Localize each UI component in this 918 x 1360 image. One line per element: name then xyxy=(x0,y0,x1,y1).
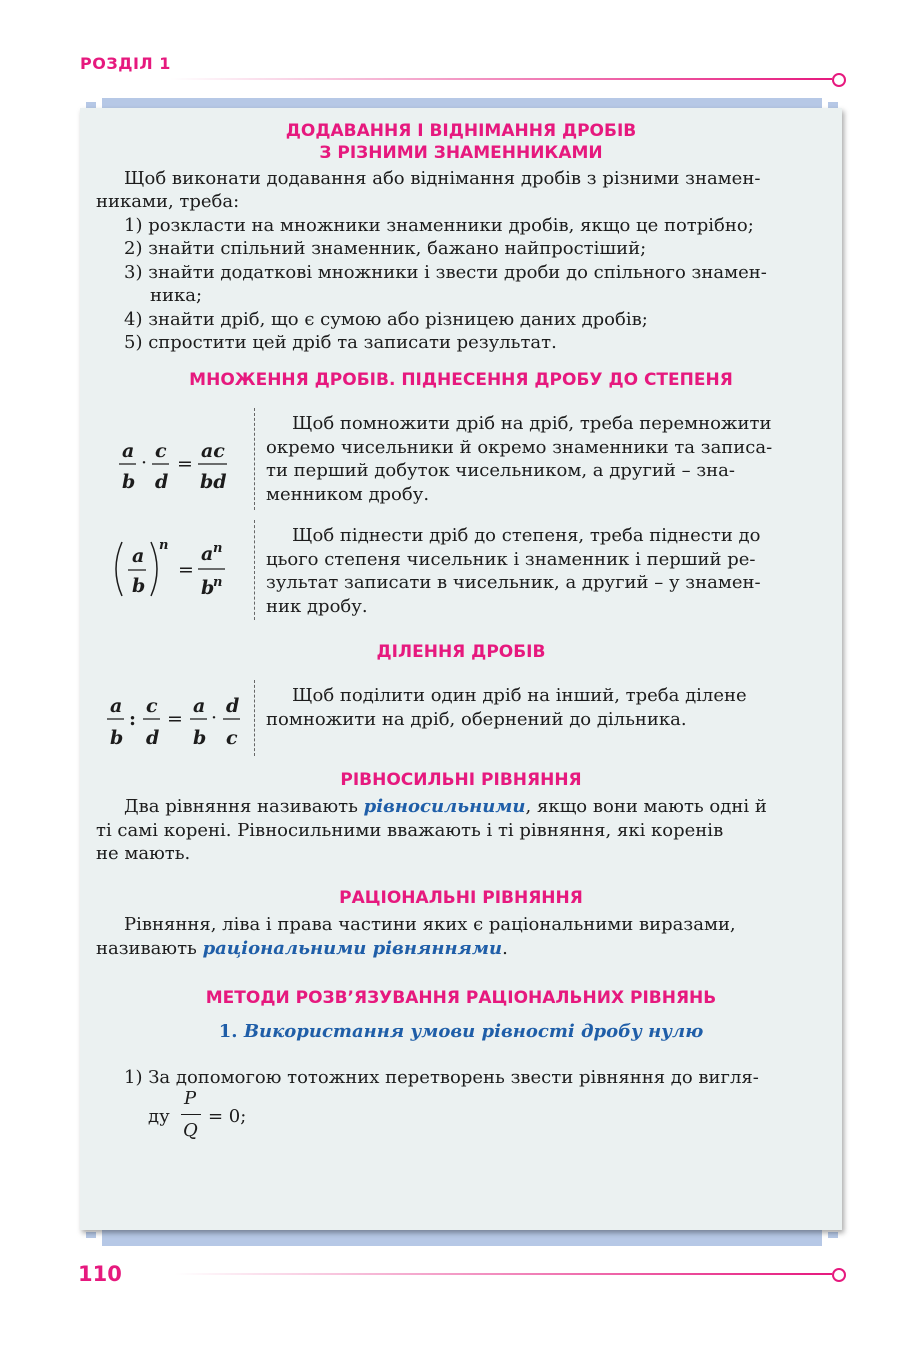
footer-rule-end-circle-icon xyxy=(832,1268,846,1282)
multiplication-rule xyxy=(266,412,820,506)
dashed-separator xyxy=(254,680,255,756)
power-b: b xyxy=(132,575,146,597)
dashed-separator xyxy=(254,408,255,510)
division-formula xyxy=(100,690,250,750)
header-rule-end-circle-icon xyxy=(832,73,846,87)
formula-eq: = xyxy=(177,453,193,475)
list-item: 1) розкласти на множники знаменники дробів, якщо це потрібно; xyxy=(124,215,754,236)
method-number: 1. xyxy=(218,1021,238,1042)
intro-line: Щоб виконати додавання або віднімання дробів з різними знамен- xyxy=(124,168,761,189)
panel-corner xyxy=(828,1232,838,1238)
definition-line: ті самі корені. Рівносильними вважають і ті рівняння, які коренів xyxy=(96,819,724,841)
step-suffix: = 0; xyxy=(208,1106,247,1127)
rule-line: ти перший добуток чисельником, а другий – зна- xyxy=(266,460,735,481)
power-rule xyxy=(266,524,820,618)
step-prefix: ду xyxy=(148,1106,170,1127)
div-b: b xyxy=(110,727,124,749)
power-den: b xyxy=(201,577,215,599)
formula-num: ac xyxy=(201,440,225,462)
definition-line: не мають. xyxy=(96,843,191,864)
div-colon: : xyxy=(129,708,137,730)
formula-a: a xyxy=(122,440,135,462)
power-exponent: n xyxy=(159,538,169,553)
div-a2: a xyxy=(193,695,206,717)
formula-den: bd xyxy=(200,471,227,493)
rule-line: ник дробу. xyxy=(266,595,368,617)
page-number: 110 xyxy=(78,1262,122,1286)
section-title-rational-equations: РАЦІОНАЛЬНІ РІВНЯННЯ xyxy=(339,888,583,908)
step-numerator: P xyxy=(184,1088,197,1109)
list-item: ника; xyxy=(150,285,203,306)
section-title-multiplication: МНОЖЕННЯ ДРОБІВ. ПІДНЕСЕННЯ ДРОБУ ДО СТЕПЕНЯ xyxy=(189,370,733,390)
formula-d: d xyxy=(155,471,169,493)
div-d: d xyxy=(146,727,160,749)
definition-line xyxy=(96,937,832,961)
method-title: Використання умови рівності дробу нулю xyxy=(243,1021,704,1042)
fraction-bar xyxy=(181,1114,201,1115)
rule-line: цього степеня чисельник і знаменник і перший ре- xyxy=(266,548,756,570)
definition-line xyxy=(96,795,832,819)
term-equivalent: рівносильними xyxy=(363,796,526,817)
list-item: 5) спростити цей дріб та записати результат. xyxy=(124,332,557,353)
div-dot: · xyxy=(211,707,218,729)
power-den-exp: n xyxy=(213,575,223,590)
dashed-separator xyxy=(254,520,255,620)
formula-c: c xyxy=(155,440,167,462)
rule-line: менником дробу. xyxy=(266,483,430,505)
section-label: РОЗДІЛ 1 xyxy=(80,54,171,73)
div-a: a xyxy=(110,695,123,717)
definition-text: , якщо вони мають одні й xyxy=(525,796,767,817)
section-title-division: ДІЛЕННЯ ДРОБІВ xyxy=(376,642,546,662)
power-a: a xyxy=(132,545,145,567)
definition-text: . xyxy=(502,937,508,959)
list-item: 4) знайти дріб, що є сумою або різницею даних дробів; xyxy=(124,309,648,330)
panel-bottom-tab xyxy=(102,1230,822,1246)
rational-equations-definition xyxy=(96,913,832,960)
div-eq: = xyxy=(167,708,183,730)
footer-rule xyxy=(175,1273,832,1275)
definition-text: називають xyxy=(96,937,203,959)
panel-top-tab xyxy=(102,98,822,108)
list-item: 3) знайти додаткові множники і звести дроби до спільного знамен- xyxy=(124,262,767,283)
section-title-equivalent-equations: РІВНОСИЛЬНІ РІВНЯННЯ xyxy=(340,770,582,790)
method-step-line: 1) За допомогою тотожних перетворень звести рівняння до вигля- xyxy=(124,1067,759,1088)
formula-dot: · xyxy=(141,452,148,474)
rule-line: Щоб піднести дріб до степеня, треба піднести до xyxy=(292,525,761,546)
rule-line: Щоб помножити дріб на дріб, треба перемножити xyxy=(292,413,772,434)
section-title-add-subtract xyxy=(80,120,842,164)
section-title-line: ДОДАВАННЯ І ВІДНІМАННЯ ДРОБІВ xyxy=(285,121,637,141)
division-rule xyxy=(266,684,820,731)
power-eq: = xyxy=(178,559,194,581)
rule-line: окремо чисельники й окремо знаменники та записа- xyxy=(266,436,773,458)
equivalent-equations-definition xyxy=(96,795,832,866)
intro-line: никами, треба: xyxy=(96,191,240,212)
definition-text: Два рівняння називають xyxy=(124,796,364,817)
definition-line: Рівняння, ліва і права частини яких є раціональними виразами, xyxy=(124,914,736,935)
method-subtitle xyxy=(80,1021,842,1042)
section-title-methods: МЕТОДИ РОЗВ’ЯЗУВАННЯ РАЦІОНАЛЬНИХ РІВНЯНЬ xyxy=(205,988,717,1008)
rule-line: Щоб поділити один дріб на інший, треба ділене xyxy=(292,685,747,706)
power-num-exp: n xyxy=(213,541,223,556)
header-rule xyxy=(170,78,832,80)
panel-corner xyxy=(86,1232,96,1238)
formula-b: b xyxy=(122,471,136,493)
rule-line: зультат записати в чисельник, а другий – у знамен- xyxy=(266,572,761,593)
power-formula xyxy=(104,534,244,606)
term-rational-equations: раціональними рівняннями xyxy=(202,937,503,959)
div-c: c xyxy=(146,695,158,717)
power-num: a xyxy=(201,543,214,565)
rule-line: помножити на дріб, обернений до дільника. xyxy=(266,708,687,730)
div-b2: b xyxy=(193,727,207,749)
section-title-line: З РІЗНИМИ ЗНАМЕННИКАМИ xyxy=(319,143,603,163)
div-c2: c xyxy=(226,727,238,749)
step-denominator: Q xyxy=(183,1120,198,1141)
div-d2: d xyxy=(226,695,240,717)
list-item: 2) знайти спільний знаменник, бажано найпростіший; xyxy=(124,238,647,259)
multiplication-formula xyxy=(110,436,240,496)
